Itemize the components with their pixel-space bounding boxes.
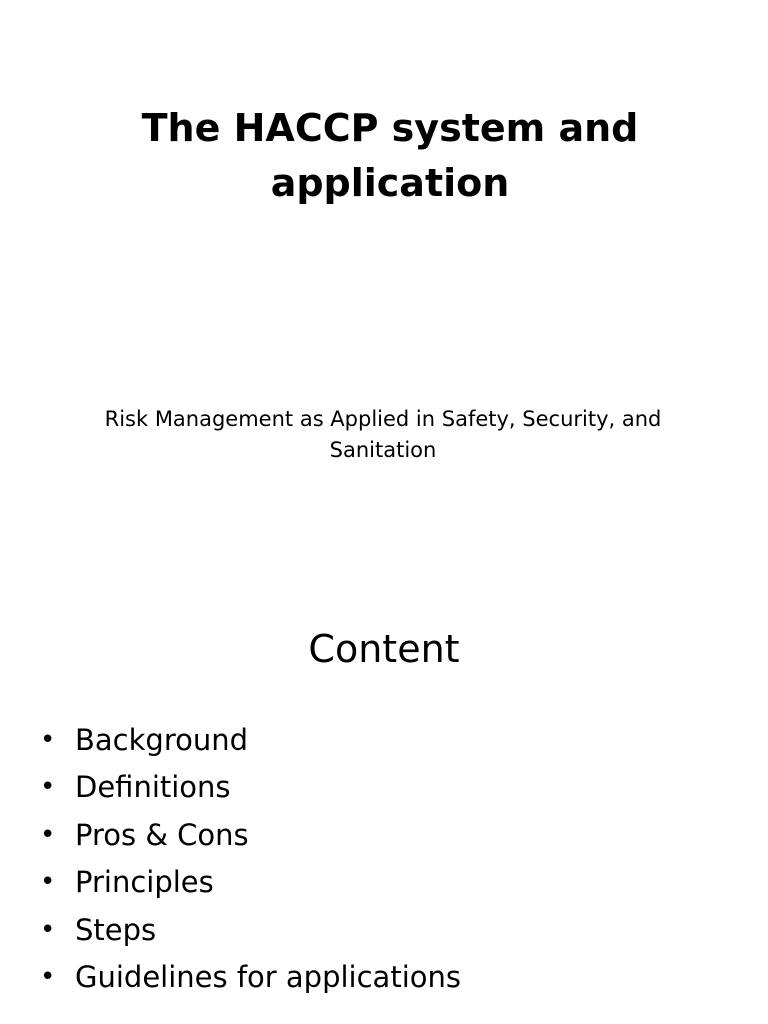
bullet-icon: • xyxy=(40,819,56,850)
content-slide xyxy=(0,576,768,1024)
list-item xyxy=(40,954,740,1002)
slide-subtitle: Risk Management as Applied in Safety, Security, and Sanitation xyxy=(104,407,662,462)
content-heading: Content xyxy=(308,627,460,671)
bullet-icon: • xyxy=(40,867,56,898)
bullet-icon: • xyxy=(40,914,56,945)
bullet-icon: • xyxy=(40,962,56,993)
list-item xyxy=(40,906,740,954)
list-item xyxy=(40,764,740,812)
list-item-label: Background xyxy=(75,722,249,757)
list-item xyxy=(40,811,740,859)
list-item-label: Pros & Cons xyxy=(75,817,249,852)
list-item-label: Principles xyxy=(75,865,214,900)
content-list xyxy=(40,716,740,1001)
list-item xyxy=(40,859,740,907)
list-item xyxy=(40,716,740,764)
bullet-icon: • xyxy=(40,772,56,803)
list-item-label: Definitions xyxy=(75,770,231,805)
slide-title: The HACCP system and application xyxy=(141,106,639,205)
bullet-icon: • xyxy=(40,724,56,755)
list-item-label: Steps xyxy=(75,912,157,947)
list-item-label: Guidelines for applications xyxy=(75,960,461,995)
